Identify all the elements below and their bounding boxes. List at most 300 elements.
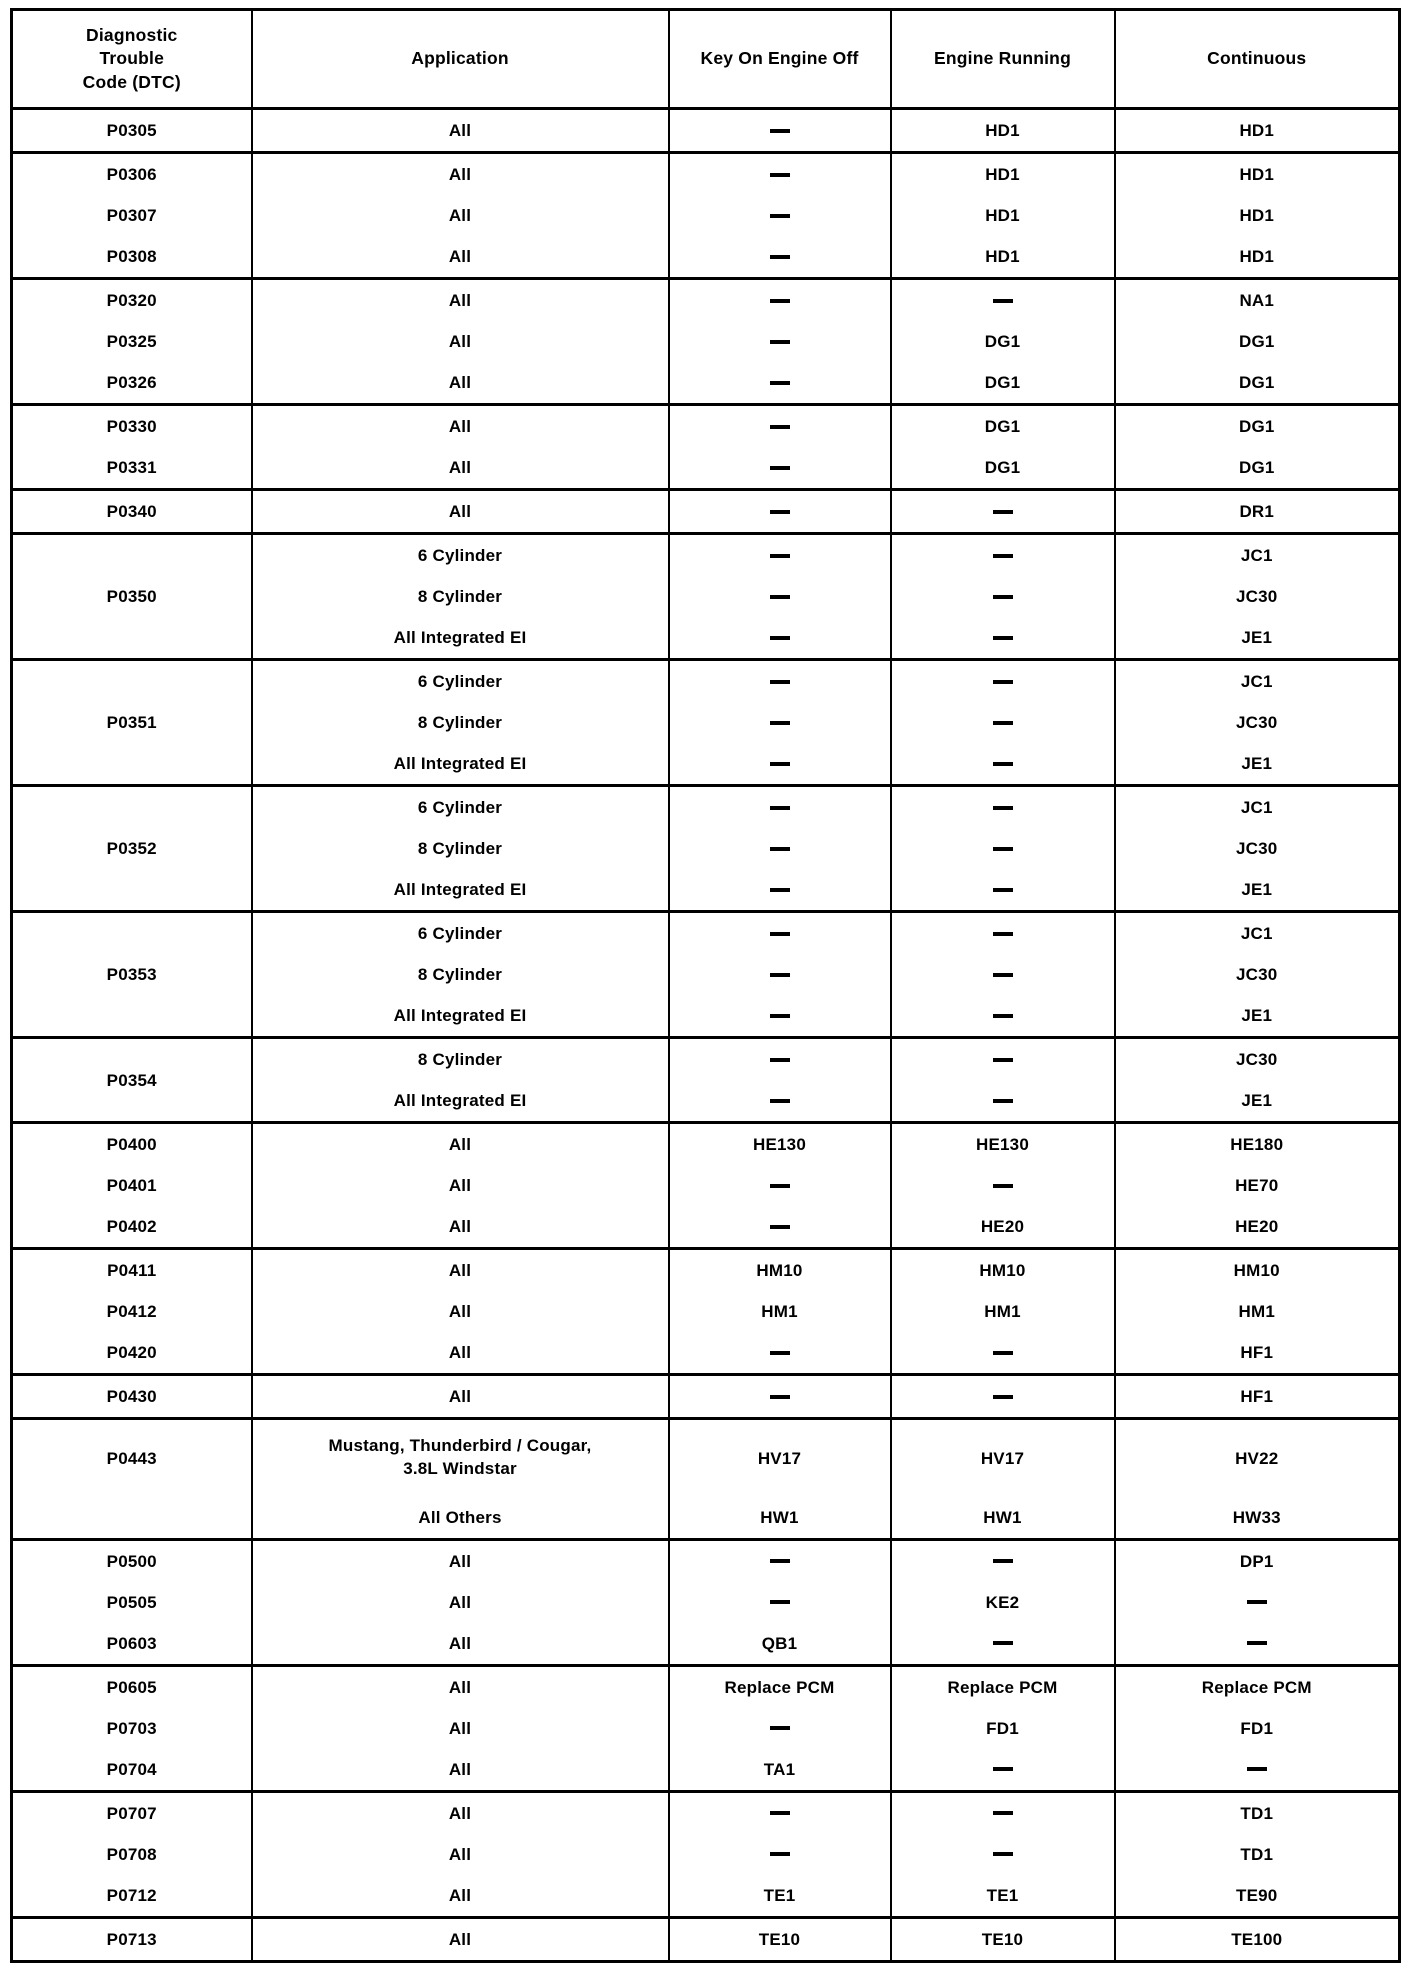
engine-running-cell: KE2: [891, 1582, 1115, 1623]
table-row: [12, 236, 1400, 279]
continuous-cell: HW33: [1115, 1497, 1400, 1540]
cell-value: JC30: [1236, 713, 1278, 732]
table-row: [12, 1123, 1400, 1166]
cell-value: JC30: [1236, 839, 1278, 858]
dtc-reference-table: [10, 8, 1401, 1963]
dtc-code-cell: P0305: [12, 109, 252, 153]
dash-marker: [993, 299, 1013, 303]
key-on-engine-off-cell: HM1: [669, 1291, 891, 1332]
table-row: [12, 1038, 1400, 1123]
engine-running-cell: HM1: [891, 1291, 1115, 1332]
continuous-cell: FD1: [1115, 1708, 1400, 1749]
dtc-code-cell: P0308: [12, 236, 252, 279]
dtc-code-cell: P0354: [12, 1038, 252, 1123]
header-row: [12, 10, 1400, 109]
table-row: [12, 534, 1400, 660]
engine-running-cell: [891, 1375, 1115, 1419]
key-on-engine-off-cell: TA1: [669, 1749, 891, 1792]
application-cell: All: [252, 153, 669, 196]
dash-marker: [770, 466, 790, 470]
key-on-engine-off-cell: [669, 405, 891, 448]
engine-running-cell: FD1: [891, 1708, 1115, 1749]
cell-value: JE1: [1241, 1006, 1273, 1025]
continuous-cell: HM10: [1115, 1249, 1400, 1292]
dash-marker: [670, 869, 890, 910]
key-on-engine-off-cell: [669, 1375, 891, 1419]
key-on-engine-off-cell: TE1: [669, 1875, 891, 1918]
cell-value: 8 Cylinder: [417, 587, 503, 606]
dash-marker: [770, 1184, 790, 1188]
cell-value: All Integrated EI: [393, 1091, 527, 1110]
dtc-code-cell: P0320: [12, 279, 252, 322]
cell-value: 8 Cylinder: [417, 965, 503, 984]
key-on-engine-off-cell: [669, 1165, 891, 1206]
table-row: [12, 321, 1400, 362]
continuous-cell: DR1: [1115, 490, 1400, 534]
dash-marker: [670, 913, 890, 954]
cell-value: 8 Cylinder: [417, 1050, 503, 1069]
application-text: Mustang, Thunderbird / Cougar, 3.8L Windstar: [328, 1436, 592, 1479]
dash-marker: [670, 617, 890, 658]
header-dtc-line3: Code (DTC): [82, 71, 181, 92]
application-cell: All: [252, 1791, 669, 1834]
cell-value: 6 Cylinder: [417, 546, 503, 565]
key-on-engine-off-cell: [669, 279, 891, 322]
table-row: [12, 1539, 1400, 1582]
key-on-engine-off-cell: [669, 534, 891, 660]
continuous-cell: DG1: [1115, 362, 1400, 405]
engine-running-cell: [891, 1038, 1115, 1123]
dtc-code-cell: P0411: [12, 1249, 252, 1292]
table-row: [12, 1791, 1400, 1834]
dash-marker: [770, 1351, 790, 1355]
table-row: [12, 1834, 1400, 1875]
engine-running-cell: [891, 1623, 1115, 1666]
engine-running-cell: HM10: [891, 1249, 1115, 1292]
dash-marker: [892, 1039, 1114, 1080]
application-cell: All: [252, 490, 669, 534]
cell-value: JC1: [1240, 672, 1273, 691]
dash-marker: [770, 255, 790, 259]
table-row: [12, 447, 1400, 490]
dash-marker: [770, 340, 790, 344]
dash-marker: [670, 661, 890, 702]
dash-marker: [892, 576, 1114, 617]
dash-marker: [993, 1395, 1013, 1399]
table-row: [12, 1665, 1400, 1708]
engine-running-cell: [891, 490, 1115, 534]
table-row: [12, 362, 1400, 405]
dtc-code-cell: P0603: [12, 1623, 252, 1666]
key-on-engine-off-cell: Replace PCM: [669, 1665, 891, 1708]
key-on-engine-off-cell: [669, 1791, 891, 1834]
dash-marker: [670, 954, 890, 995]
application-cell: All: [252, 1375, 669, 1419]
engine-running-cell: [891, 660, 1115, 786]
dtc-code-cell: P0352: [12, 786, 252, 912]
table-row: [12, 1917, 1400, 1961]
dtc-code-cell: P0350: [12, 534, 252, 660]
application-cell: All: [252, 1708, 669, 1749]
cell-value: 6 Cylinder: [417, 924, 503, 943]
cell-value: JE1: [1241, 754, 1273, 773]
dash-marker: [770, 173, 790, 177]
dash-marker: [1247, 1767, 1267, 1771]
table-row: [12, 912, 1400, 1038]
dash-marker: [993, 1767, 1013, 1771]
cell-value: All Integrated EI: [393, 628, 527, 647]
dash-marker: [670, 743, 890, 784]
continuous-cell: DP1: [1115, 1539, 1400, 1582]
dash-marker: [892, 617, 1114, 658]
engine-running-cell: HE130: [891, 1123, 1115, 1166]
continuous-cell: TD1: [1115, 1834, 1400, 1875]
continuous-cell: TE100: [1115, 1917, 1400, 1961]
application-cell: [252, 786, 669, 912]
cell-value: JC1: [1240, 546, 1273, 565]
engine-running-cell: HD1: [891, 109, 1115, 153]
table-row: [12, 1249, 1400, 1292]
engine-running-cell: HW1: [891, 1497, 1115, 1540]
continuous-cell: HD1: [1115, 236, 1400, 279]
dash-marker: [770, 1726, 790, 1730]
key-on-engine-off-cell: [669, 362, 891, 405]
dash-marker: [892, 661, 1114, 702]
dtc-code-cell: P0443: [12, 1419, 252, 1497]
key-on-engine-off-cell: QB1: [669, 1623, 891, 1666]
dtc-code-cell: P0353: [12, 912, 252, 1038]
cell-value: JC1: [1240, 798, 1273, 817]
dash-marker: [770, 299, 790, 303]
dash-marker: [770, 425, 790, 429]
table-row: [12, 1332, 1400, 1375]
header-dtc-line1: Diagnostic: [86, 25, 178, 46]
table-row: [12, 1291, 1400, 1332]
dash-marker: [1247, 1641, 1267, 1645]
continuous-cell: [1115, 1038, 1400, 1123]
key-on-engine-off-cell: [669, 153, 891, 196]
key-on-engine-off-cell: HW1: [669, 1497, 891, 1540]
dash-marker: [770, 510, 790, 514]
dash-marker: [770, 1559, 790, 1563]
continuous-cell: DG1: [1115, 447, 1400, 490]
key-on-engine-off-cell: [669, 1038, 891, 1123]
application-cell: [252, 534, 669, 660]
dtc-code-cell: P0605: [12, 1665, 252, 1708]
engine-running-cell: [891, 1749, 1115, 1792]
key-on-engine-off-cell: [669, 1708, 891, 1749]
table-row: [12, 195, 1400, 236]
table-row: [12, 405, 1400, 448]
dash-marker: [670, 1080, 890, 1121]
dash-marker: [770, 1225, 790, 1229]
dtc-code-cell: P0340: [12, 490, 252, 534]
continuous-cell: NA1: [1115, 279, 1400, 322]
cell-value: JC30: [1236, 1050, 1278, 1069]
column-header-dtc: [12, 10, 252, 109]
key-on-engine-off-cell: [669, 660, 891, 786]
application-cell: All: [252, 1123, 669, 1166]
dtc-code-cell: P0306: [12, 153, 252, 196]
column-header-application: Application: [252, 10, 669, 109]
continuous-cell: HE180: [1115, 1123, 1400, 1166]
continuous-cell: HD1: [1115, 195, 1400, 236]
key-on-engine-off-cell: [669, 786, 891, 912]
continuous-cell: DG1: [1115, 405, 1400, 448]
key-on-engine-off-cell: [669, 109, 891, 153]
dtc-code-cell: P0420: [12, 1332, 252, 1375]
application-cell: All: [252, 1539, 669, 1582]
table-row: [12, 279, 1400, 322]
continuous-cell: [1115, 660, 1400, 786]
dtc-code-cell: P0703: [12, 1708, 252, 1749]
engine-running-cell: HE20: [891, 1206, 1115, 1249]
continuous-cell: DG1: [1115, 321, 1400, 362]
dash-marker: [670, 702, 890, 743]
continuous-cell: HD1: [1115, 109, 1400, 153]
cell-value: JC30: [1236, 965, 1278, 984]
continuous-cell: HF1: [1115, 1375, 1400, 1419]
table-row: [12, 490, 1400, 534]
dtc-code-cell: P0412: [12, 1291, 252, 1332]
engine-running-cell: DG1: [891, 321, 1115, 362]
dash-marker: [770, 1600, 790, 1604]
dtc-code-cell: P0402: [12, 1206, 252, 1249]
key-on-engine-off-cell: [669, 195, 891, 236]
dash-marker: [892, 954, 1114, 995]
key-on-engine-off-cell: HV17: [669, 1419, 891, 1497]
cell-value: JE1: [1241, 880, 1273, 899]
application-cell: All: [252, 405, 669, 448]
engine-running-cell: DG1: [891, 447, 1115, 490]
table-row: [12, 153, 1400, 196]
engine-running-cell: Replace PCM: [891, 1665, 1115, 1708]
dtc-code-cell: P0713: [12, 1917, 252, 1961]
engine-running-cell: DG1: [891, 405, 1115, 448]
application-cell: All: [252, 109, 669, 153]
dash-marker: [892, 828, 1114, 869]
application-cell: All: [252, 1834, 669, 1875]
continuous-cell: [1115, 1623, 1400, 1666]
application-cell: [252, 1419, 669, 1497]
engine-running-cell: [891, 534, 1115, 660]
cell-value: JE1: [1241, 628, 1273, 647]
continuous-cell: [1115, 1749, 1400, 1792]
dash-marker: [892, 1080, 1114, 1121]
engine-running-cell: [891, 1791, 1115, 1834]
table-row: [12, 1623, 1400, 1666]
application-cell: All: [252, 362, 669, 405]
table-row: [12, 1708, 1400, 1749]
table-row: [12, 109, 1400, 153]
column-header-continuous: Continuous: [1115, 10, 1400, 109]
table-row: [12, 1875, 1400, 1918]
dtc-code-cell: P0326: [12, 362, 252, 405]
application-cell: All: [252, 195, 669, 236]
continuous-cell: [1115, 1582, 1400, 1623]
application-cell: [252, 1038, 669, 1123]
dtc-code-cell: P0331: [12, 447, 252, 490]
application-cell: All: [252, 1332, 669, 1375]
cell-value: All Integrated EI: [393, 754, 527, 773]
dash-marker: [670, 787, 890, 828]
dtc-code-cell: P0712: [12, 1875, 252, 1918]
key-on-engine-off-cell: [669, 1834, 891, 1875]
application-cell: All Others: [252, 1497, 669, 1540]
key-on-engine-off-cell: [669, 447, 891, 490]
dtc-code-cell: [12, 1497, 252, 1540]
dash-marker: [892, 869, 1114, 910]
table-body: [12, 109, 1400, 1962]
engine-running-cell: [891, 1165, 1115, 1206]
dash-marker: [993, 1184, 1013, 1188]
dtc-code-cell: P0401: [12, 1165, 252, 1206]
application-cell: All: [252, 1582, 669, 1623]
application-cell: All: [252, 1623, 669, 1666]
engine-running-cell: TE1: [891, 1875, 1115, 1918]
header-dtc-line2: Trouble: [99, 48, 165, 69]
key-on-engine-off-cell: TE10: [669, 1917, 891, 1961]
engine-running-cell: HV17: [891, 1419, 1115, 1497]
continuous-cell: HF1: [1115, 1332, 1400, 1375]
dash-marker: [892, 743, 1114, 784]
dtc-code-cell: P0351: [12, 660, 252, 786]
continuous-cell: [1115, 912, 1400, 1038]
table-row: [12, 1165, 1400, 1206]
dtc-code-cell: P0505: [12, 1582, 252, 1623]
application-cell: All: [252, 236, 669, 279]
engine-running-cell: [891, 1539, 1115, 1582]
table-row: [12, 786, 1400, 912]
column-header-key-on-engine-off: Key On Engine Off: [669, 10, 891, 109]
dash-marker: [670, 1039, 890, 1080]
application-cell: [252, 660, 669, 786]
dtc-code-cell: P0704: [12, 1749, 252, 1792]
dash-marker: [770, 1852, 790, 1856]
dash-marker: [892, 913, 1114, 954]
key-on-engine-off-cell: HM10: [669, 1249, 891, 1292]
cell-value: JC1: [1240, 924, 1273, 943]
cell-value: 8 Cylinder: [417, 839, 503, 858]
dash-marker: [770, 1811, 790, 1815]
dash-marker: [892, 702, 1114, 743]
column-header-engine-running: Engine Running: [891, 10, 1115, 109]
continuous-cell: HE70: [1115, 1165, 1400, 1206]
table-row: [12, 1497, 1400, 1540]
cell-value: 8 Cylinder: [417, 713, 503, 732]
continuous-cell: TD1: [1115, 1791, 1400, 1834]
application-cell: All: [252, 1917, 669, 1961]
key-on-engine-off-cell: [669, 236, 891, 279]
dtc-code-cell: P0430: [12, 1375, 252, 1419]
table-row: [12, 1749, 1400, 1792]
dash-marker: [993, 1351, 1013, 1355]
cell-value: JC30: [1236, 587, 1278, 606]
dash-marker: [770, 381, 790, 385]
application-cell: All: [252, 1291, 669, 1332]
application-cell: All: [252, 321, 669, 362]
continuous-cell: TE90: [1115, 1875, 1400, 1918]
dash-marker: [670, 535, 890, 576]
dash-marker: [993, 1641, 1013, 1645]
application-cell: All: [252, 1206, 669, 1249]
dtc-code-cell: P0307: [12, 195, 252, 236]
engine-running-cell: TE10: [891, 1917, 1115, 1961]
cell-value: JE1: [1241, 1091, 1273, 1110]
key-on-engine-off-cell: [669, 1539, 891, 1582]
engine-running-cell: [891, 786, 1115, 912]
dash-marker: [993, 1559, 1013, 1563]
dash-marker: [993, 510, 1013, 514]
key-on-engine-off-cell: [669, 1582, 891, 1623]
table-row: [12, 1582, 1400, 1623]
cell-value: 6 Cylinder: [417, 798, 503, 817]
dash-marker: [670, 995, 890, 1036]
table-row: [12, 660, 1400, 786]
engine-running-cell: [891, 279, 1115, 322]
key-on-engine-off-cell: [669, 1206, 891, 1249]
dash-marker: [770, 214, 790, 218]
dash-marker: [892, 535, 1114, 576]
continuous-cell: HD1: [1115, 153, 1400, 196]
dash-marker: [770, 1395, 790, 1399]
application-cell: All: [252, 447, 669, 490]
continuous-cell: HV22: [1115, 1419, 1400, 1497]
dtc-code-cell: P0325: [12, 321, 252, 362]
application-cell: [252, 912, 669, 1038]
cell-value: 6 Cylinder: [417, 672, 503, 691]
cell-value: All Integrated EI: [393, 1006, 527, 1025]
application-cell: All: [252, 1875, 669, 1918]
engine-running-cell: [891, 1834, 1115, 1875]
dtc-code-cell: P0708: [12, 1834, 252, 1875]
key-on-engine-off-cell: HE130: [669, 1123, 891, 1166]
key-on-engine-off-cell: [669, 912, 891, 1038]
application-cell: All: [252, 279, 669, 322]
continuous-cell: HM1: [1115, 1291, 1400, 1332]
dash-marker: [892, 787, 1114, 828]
application-cell: All: [252, 1249, 669, 1292]
continuous-cell: [1115, 786, 1400, 912]
table-row: [12, 1206, 1400, 1249]
table-header: [12, 10, 1400, 109]
dash-marker: [993, 1811, 1013, 1815]
table-row: [12, 1375, 1400, 1419]
dash-marker: [1247, 1600, 1267, 1604]
engine-running-cell: [891, 1332, 1115, 1375]
table-row: [12, 1419, 1400, 1497]
dash-marker: [670, 828, 890, 869]
dtc-code-cell: P0500: [12, 1539, 252, 1582]
engine-running-cell: HD1: [891, 236, 1115, 279]
continuous-cell: HE20: [1115, 1206, 1400, 1249]
application-cell: All: [252, 1665, 669, 1708]
application-cell: All: [252, 1749, 669, 1792]
engine-running-cell: DG1: [891, 362, 1115, 405]
key-on-engine-off-cell: [669, 490, 891, 534]
continuous-cell: Replace PCM: [1115, 1665, 1400, 1708]
engine-running-cell: HD1: [891, 195, 1115, 236]
continuous-cell: [1115, 534, 1400, 660]
engine-running-cell: HD1: [891, 153, 1115, 196]
dash-marker: [993, 1852, 1013, 1856]
application-cell: All: [252, 1165, 669, 1206]
cell-value: All Integrated EI: [393, 880, 527, 899]
dtc-code-cell: P0330: [12, 405, 252, 448]
dash-marker: [770, 129, 790, 133]
dtc-code-cell: P0400: [12, 1123, 252, 1166]
key-on-engine-off-cell: [669, 1332, 891, 1375]
